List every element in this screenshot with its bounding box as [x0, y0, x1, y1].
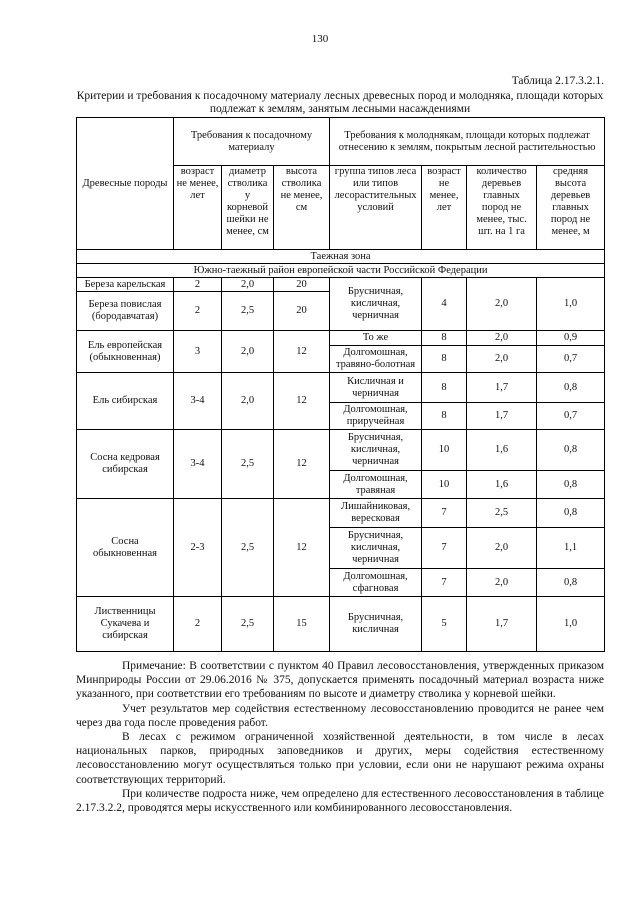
forest-type-cell: Долгомошная, травяно-болотная — [330, 346, 422, 373]
region-label: Южно-таежный район европейской части Российской Федерации — [77, 264, 605, 278]
tree-count-cell: 1,7 — [467, 403, 537, 430]
table-label: Таблица 2.17.3.2.1. — [511, 75, 604, 87]
avg-height-cell: 0,8 — [537, 471, 605, 499]
height-header: высота стволика не менее, см — [274, 166, 330, 250]
species-cell: Ель сибирская — [77, 373, 174, 430]
diameter-cell: 2,0 — [222, 278, 274, 292]
tree-count-cell: 2,0 — [467, 528, 537, 569]
avg-height-cell: 0,7 — [537, 346, 605, 373]
avg-height-cell: 1,1 — [537, 528, 605, 569]
diameter-cell: 2,5 — [222, 499, 274, 597]
young-age-cell: 8 — [422, 346, 467, 373]
avg-height-cell: 0,8 — [537, 373, 605, 403]
diameter-cell: 2,5 — [222, 292, 274, 331]
forest-type-cell: Долгомошная, травяная — [330, 471, 422, 499]
table-row — [77, 331, 605, 346]
forest-type-cell: Кисличная и черничная — [330, 373, 422, 403]
diameter-cell: 2,0 — [222, 373, 274, 430]
age-cell: 3-4 — [174, 373, 222, 430]
species-cell: Береза повислая (бородавчатая) — [77, 292, 174, 331]
age-header: возраст не менее, лет — [174, 166, 222, 250]
young-age-cell: 10 — [422, 471, 467, 499]
young-age-cell: 4 — [422, 278, 467, 331]
diameter-header: диаметр стволика у корневой шейки не менее, см — [222, 166, 274, 250]
young-age-cell: 7 — [422, 499, 467, 528]
forest-type-cell: То же — [330, 331, 422, 346]
young-stand-header: Требования к молоднякам, площади которых подлежат отнесению к землям, покрытым лесной растительностью — [330, 118, 605, 166]
tree-count-cell: 1,7 — [467, 597, 537, 652]
young-age-cell: 10 — [422, 430, 467, 471]
avg-height-cell: 1,0 — [537, 278, 605, 331]
tree-count-cell: 1,7 — [467, 373, 537, 403]
forest-type-cell: Брусничная, кисличная, черничная — [330, 528, 422, 569]
zone-row — [77, 250, 605, 264]
note-paragraph: При количестве подроста ниже, чем определено для естественного лесовосстановления в таблице 2.17.3.2.2, проводятся меры искусственного или комбинированного лесовосстановления. — [76, 787, 604, 815]
diameter-cell: 2,0 — [222, 331, 274, 373]
tree-count-cell: 2,5 — [467, 499, 537, 528]
age-cell: 2 — [174, 597, 222, 652]
zone-label: Таежная зона — [77, 250, 605, 264]
young-age-cell: 8 — [422, 373, 467, 403]
forest-type-cell: Брусничная, кисличная, черничная — [330, 278, 422, 331]
young-age-cell: 7 — [422, 569, 467, 597]
diameter-cell: 2,5 — [222, 597, 274, 652]
young-age-cell: 8 — [422, 331, 467, 346]
avg-height-cell: 0,8 — [537, 430, 605, 471]
age-cell: 3-4 — [174, 430, 222, 499]
tree-count-cell: 2,0 — [467, 346, 537, 373]
table-caption: Критерии и требования к посадочному материалу лесных древесных пород и молодняка, площади которых подлежат к землям, занятым лесными насаждениями — [76, 90, 604, 115]
species-cell: Береза карельская — [77, 278, 174, 292]
tree-count-cell: 2,0 — [467, 278, 537, 331]
forest-type-cell: Долгомошная, приручейная — [330, 403, 422, 430]
avg-height-cell: 1,0 — [537, 597, 605, 652]
page-number: 130 — [311, 33, 329, 45]
age-cell: 3 — [174, 331, 222, 373]
region-row — [77, 264, 605, 278]
avg-height-cell: 0,7 — [537, 403, 605, 430]
planting-material-header: Требования к посадочному материалу — [174, 118, 330, 166]
forest-type-cell: Лишайниковая, вересковая — [330, 499, 422, 528]
avg-height-cell: 0,8 — [537, 569, 605, 597]
note-paragraph: В лесах с режимом ограниченной хозяйственной деятельности, в том числе в лесах национальных парков, природных заповедников и других, меры содействия естественному лесовосстановлению могут осуществляться только при условии, если они не нарушают режима охраны соответствующих территорий. — [76, 731, 604, 786]
young-age-header: возраст не менее, лет — [422, 166, 467, 250]
tree-count-cell: 1,6 — [467, 430, 537, 471]
height-cell: 20 — [274, 278, 330, 292]
tree-count-cell: 2,0 — [467, 331, 537, 346]
species-cell: Сосна кедровая сибирская — [77, 430, 174, 499]
height-cell: 20 — [274, 292, 330, 331]
height-cell: 12 — [274, 331, 330, 373]
species-cell: Лиственницы Сукачева и сибирская — [77, 597, 174, 652]
table-row — [77, 597, 605, 652]
height-cell: 12 — [274, 499, 330, 597]
tree-count-cell: 2,0 — [467, 569, 537, 597]
forest-type-header: группа типов леса или типов лесорастительных условий — [330, 166, 422, 250]
table-row — [77, 373, 605, 403]
diameter-cell: 2,5 — [222, 430, 274, 499]
age-cell: 2 — [174, 278, 222, 292]
species-cell: Сосна обыкновенная — [77, 499, 174, 597]
table-row — [77, 278, 605, 292]
young-age-cell: 5 — [422, 597, 467, 652]
species-header: Древесные породы — [77, 118, 174, 250]
height-cell: 15 — [274, 597, 330, 652]
table-row — [77, 430, 605, 471]
note-paragraph: Примечание: В соответствии с пунктом 40 Правил лесовосстановления, утвержденных приказом Минприроды России от 29.06.2016 № 375, допускается применять посадочный материал возраста ниже указанного, при соответствии его требованиям по высоте и диаметру стволика у корневой шейки. — [76, 660, 604, 701]
header-row-1 — [77, 118, 605, 166]
avg-height-header: средняя высота деревьев главных пород не менее, м — [537, 166, 605, 250]
tree-count-header: количество деревьев главных пород не менее, тыс. шт. на 1 га — [467, 166, 537, 250]
forest-type-cell: Брусничная, кисличная, черничная — [330, 430, 422, 471]
avg-height-cell: 0,9 — [537, 331, 605, 346]
young-age-cell: 7 — [422, 528, 467, 569]
notes-section — [76, 659, 604, 815]
note-paragraph: Учет результатов мер содействия естественному лесовосстановлению проводится не ранее чем через два года после проведения работ. — [76, 702, 604, 729]
height-cell: 12 — [274, 430, 330, 499]
forest-type-cell: Брусничная, кисличная — [330, 597, 422, 652]
species-cell: Ель европейская (обыкновенная) — [77, 331, 174, 373]
table-row — [77, 499, 605, 528]
forest-type-cell: Долгомошная, сфагновая — [330, 569, 422, 597]
age-cell: 2 — [174, 292, 222, 331]
age-cell: 2-3 — [174, 499, 222, 597]
tree-count-cell: 1,6 — [467, 471, 537, 499]
young-age-cell: 8 — [422, 403, 467, 430]
avg-height-cell: 0,8 — [537, 499, 605, 528]
height-cell: 12 — [274, 373, 330, 430]
requirements-table — [76, 117, 605, 652]
